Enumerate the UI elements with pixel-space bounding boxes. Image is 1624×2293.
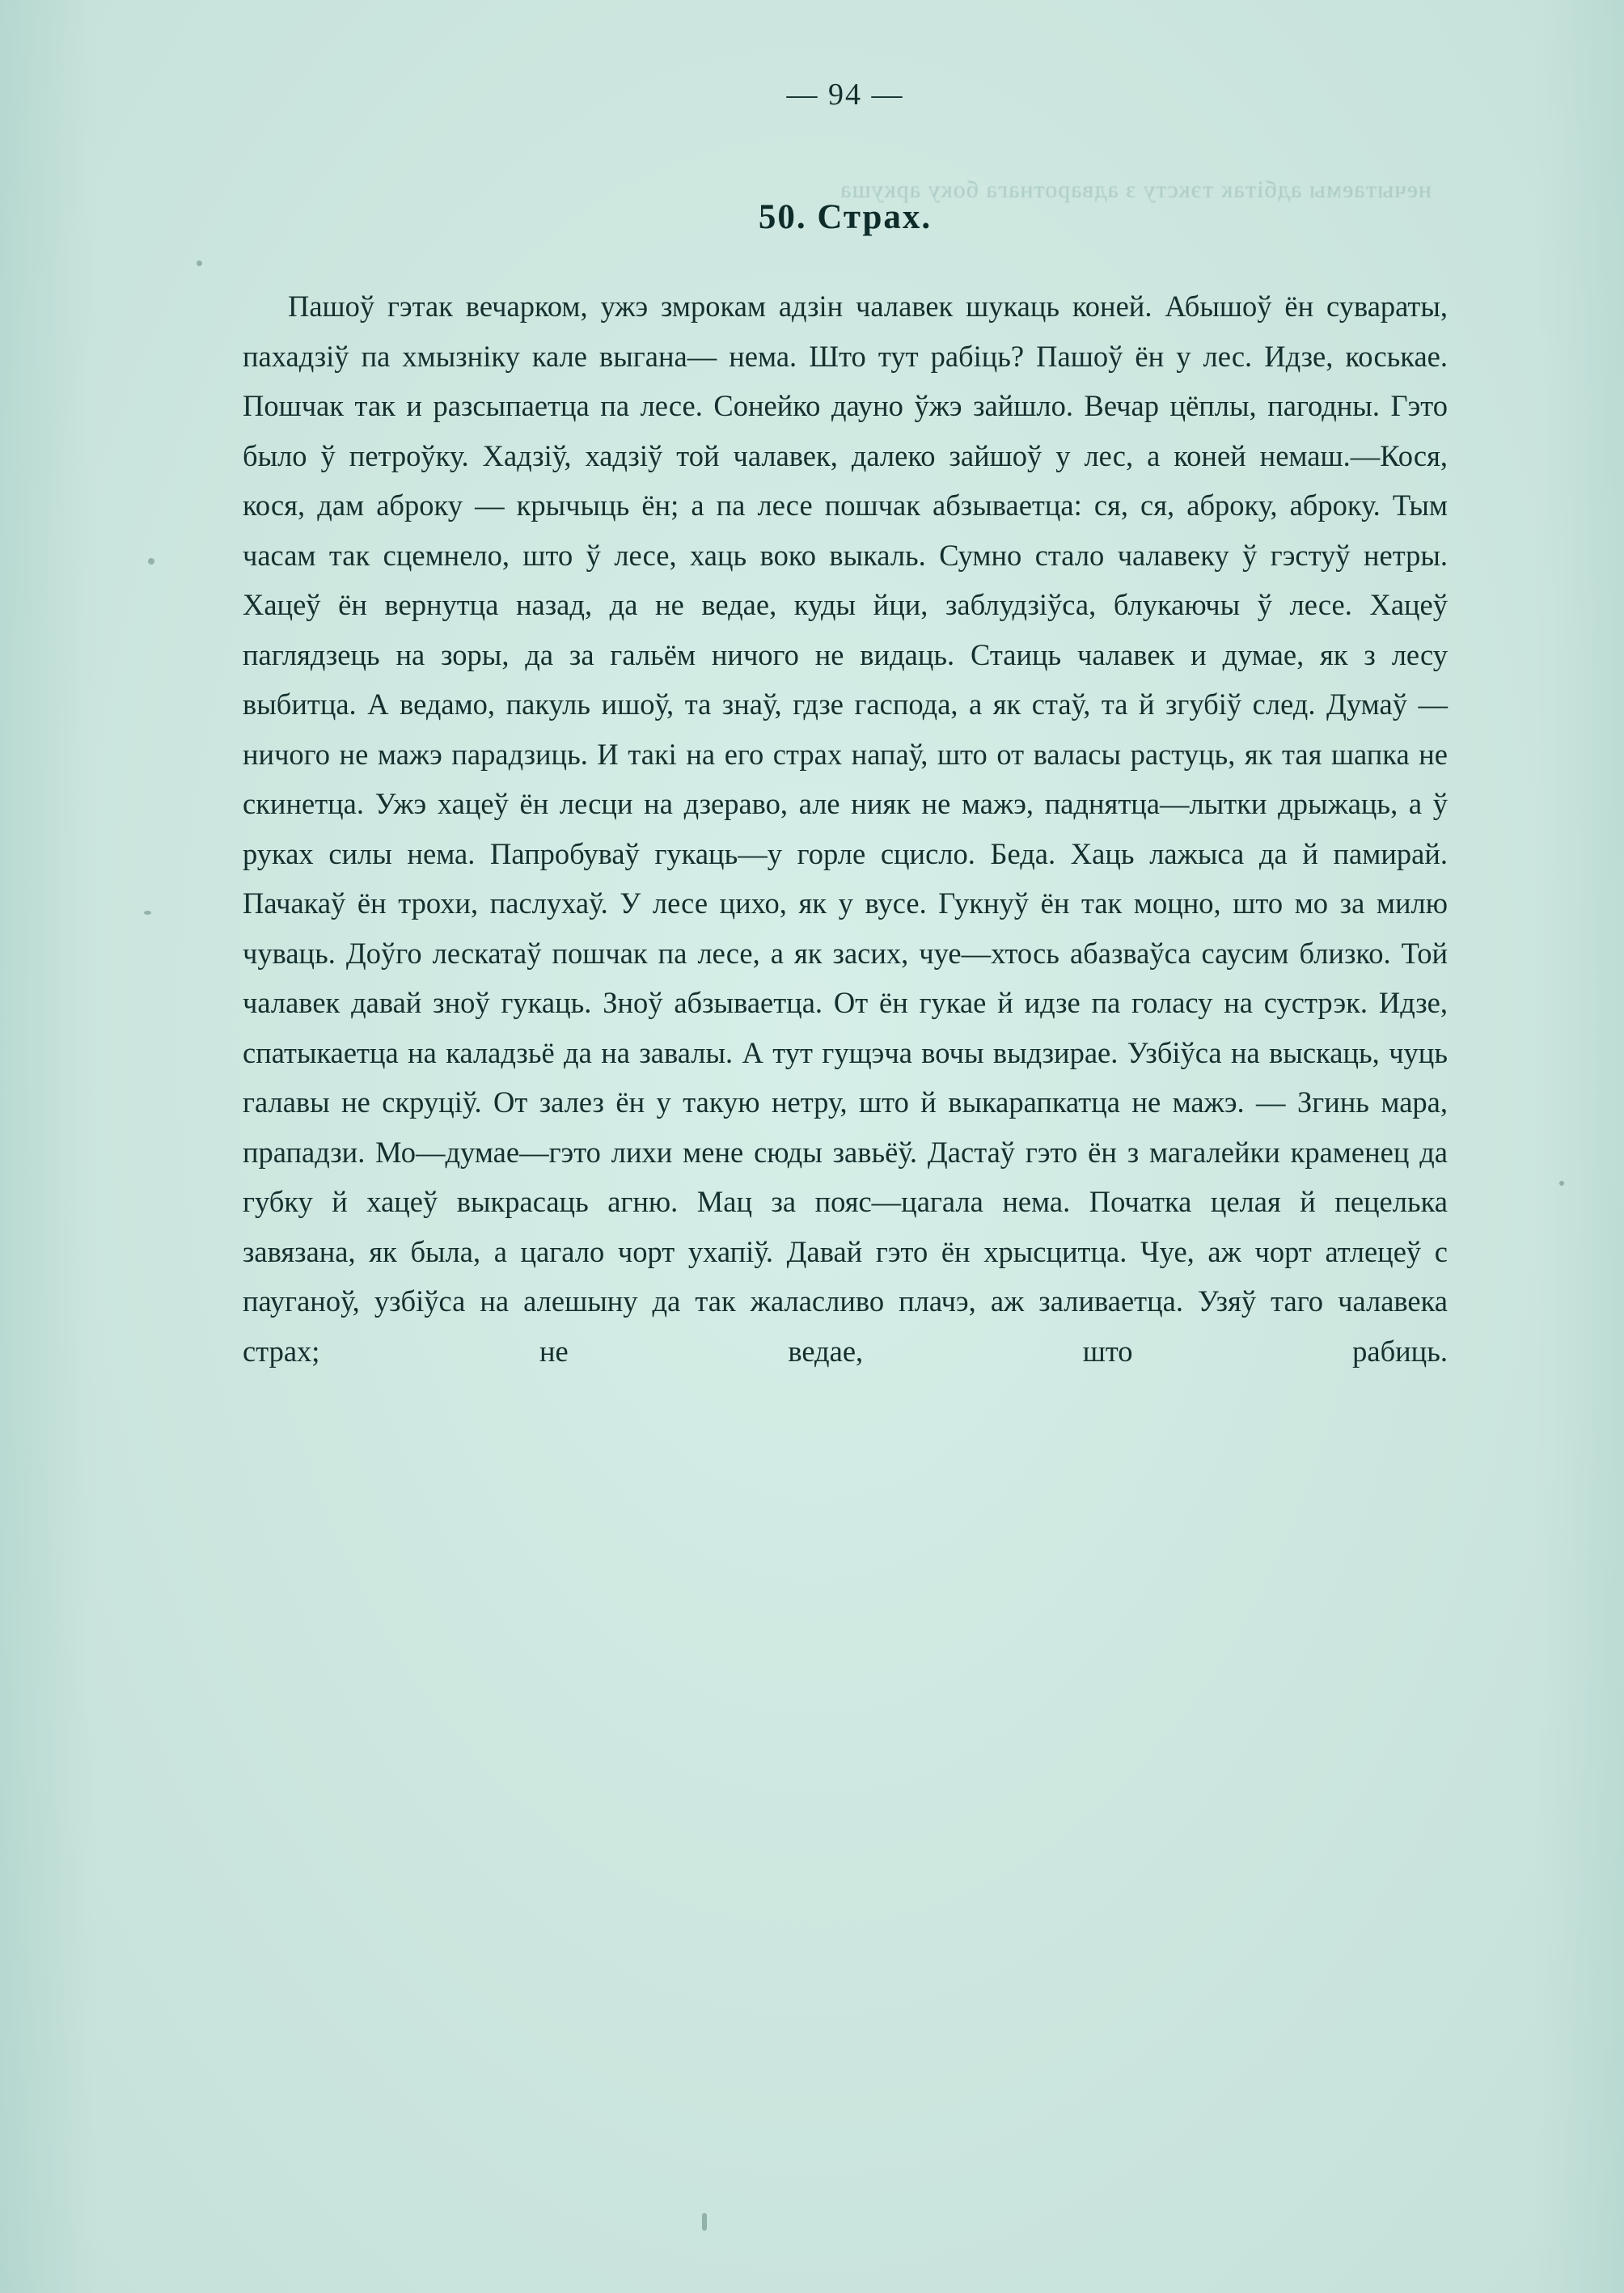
page-content	[243, 0, 1448, 1376]
paper-speck	[148, 558, 154, 565]
paper-speck	[144, 911, 151, 915]
paper-speck	[197, 260, 202, 266]
paper-speck	[702, 2213, 707, 2231]
section-title: 50. Страх.	[758, 198, 933, 236]
paper-speck	[1559, 1181, 1564, 1186]
showthrough-text: нечытаемы адбітак тэксту з адваротнага боку аркуша	[839, 176, 1432, 203]
body-paragraph	[243, 281, 1448, 1376]
page-number: — 94 —	[786, 78, 904, 112]
body-text: Пашоў гэтак вечарком, ужэ змрокам адзін чалавек шукаць коней. Абышоў ён суваpаты, пахадзіў па хмызніку кале выгана— нема. Што тут рабіць? Пашоў ён у лес. Идзе, коськае. Пошчак так и разсыпаетца па лесе. Сонейко дауно ўжэ зайшло. Вечар цёплы, пагодны. Гэто было ў петроўку. Хадзіў, хадзіў той чалавек, далеко зайшоў у лес, а коней немаш.—Кося, кося, дам аброку — крычыць ён; а па лесе пошчак абзываетца: ся, ся, аброку, аброку. Тым часам так сцемнело, што ў лесе, хаць воко выкаль. Сумно стало чалавеку ў гэстуў нетры. Хацеў ён вернутца назад, да не ведае, куды йци, заблудзіўса, блукаючы ў лесе. Хацеў паглядзець на зоры, да за гальём ничого не видаць. Стаиць чалавек и думае, як з лесу выбитца. А ведамо, пакуль ишоў, та знаў, гдзе гаспода, а як стаў, та й згубіў след. Думаў — ничого не мажэ парадзиць. И такі на его страх напаў, што от валасы растуць, як тая шапка не скинетца. Ужэ хацеў ён лесци на дзераво, але нияк не мажэ, паднятца—лытки дрыжаць, а ў руках силы нема. Папробуваў гукаць—у горле сцисло. Беда. Хаць лажыса да й памирай. Пачакаў ён трохи, паслухаў. У лесе цихо, як у вусе. Гукнуў ён так моцно, што мо за милю чуваць. Доўго лескатаў пошчак па лесе, а як заcих, чуе—хтось абазваўса саусим близко. Той чалавек давай зноў гукаць. Зноў абзываетца. От ён гукае й идзе па голасу на сустрэк. Идзе, спатыкаетца на каладзьё да на завалы. А тут гущэча вочы выдзирае. Узбіўса на выскаць, чуць галавы не скруціў. От залез ён у такую нетру, што й выкарапкатца не мажэ. — Згинь мара, прападзи. Мо—думае—гэто лихи мене сюды завьёў. Дастаў гэто ён з магалейки краменец да губку й хацеў выкрасаць агню. Мац за пояс—цагала нема. Початка целая й пецелька завязана, як была, а цагало чорт ухапіў. Давай гэто ён хрысцитца. Чуе, аж чорт атлецеў с пауганоў, узбіўса на алешыну да так жаласливо плачэ, аж заливаетца. Узяў таго чалавека страх; не ведае, што рабиць.	[243, 290, 1448, 1368]
